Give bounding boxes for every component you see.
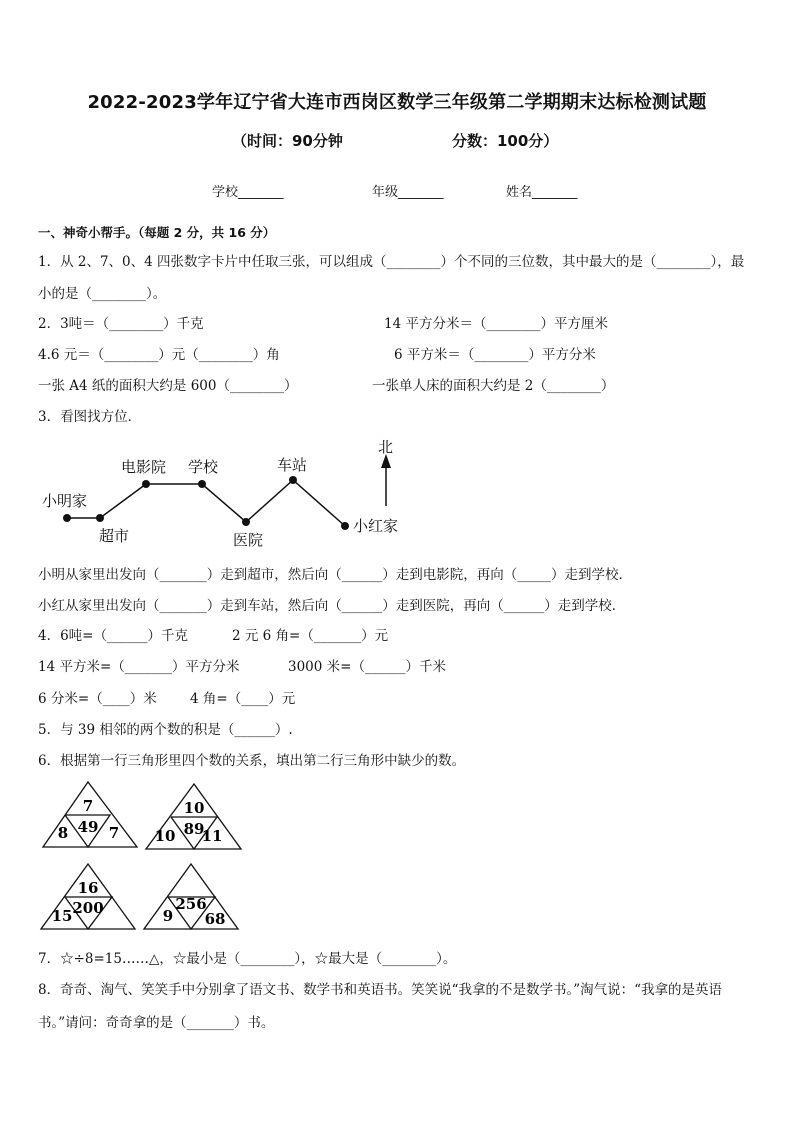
question-4-part-c: 14 平方米=（_______）平方分米 [38, 659, 240, 675]
question-4-part-d: 3000 米=（______）千米 [288, 659, 446, 675]
xiaohong-home-point [341, 522, 349, 530]
xiaoming-home-label: 小明家 [42, 492, 88, 510]
triangle-top-number: 256 [175, 895, 207, 913]
page-title: 2022-2023学年辽宁省大连市西岗区数学三年级第二学期期末达标检测试题 [87, 92, 707, 113]
cinema-label: 电影院 [121, 458, 167, 476]
hospital-label: 医院 [233, 531, 264, 549]
triangle-left-number: 10 [154, 827, 176, 845]
triangle-center-number: 89 [183, 820, 205, 838]
triangle-center-number: 200 [72, 899, 104, 917]
grade-field[interactable]: 年级_______ [372, 185, 444, 200]
school-point [198, 480, 206, 488]
number-triangle [146, 784, 241, 849]
school-field[interactable]: 学校_______ [212, 185, 284, 200]
question-4-part-b: 2 元 6 角=（_______）元 [232, 628, 389, 644]
question-2-part-a: 2．3吨＝（________）千克 [38, 316, 204, 332]
question-4-part-a: 4．6吨=（______）千克 [38, 628, 188, 644]
number-triangle [43, 782, 137, 847]
question-2-part-c: 4.6 元＝（________）元（________）角 [38, 347, 280, 363]
triangle-right-number: 68 [204, 910, 226, 928]
xiaoming-home-point [63, 514, 71, 522]
question-2-part-b: 14 平方分米＝（________）平方厘米 [384, 316, 608, 332]
question-3-heading: 3．看图找方位． [38, 409, 142, 425]
triangle-top-number: 16 [77, 879, 99, 897]
section-heading: 一、神奇小帮手。（每题 2 分，共 16 分） [38, 225, 276, 240]
cinema-point [142, 480, 150, 488]
question-8-line-2: 书。”请问：奇奇拿的是（_______）书。 [38, 1015, 275, 1031]
question-6: 6．根据第一行三角形里四个数的关系，填出第二行三角形中缺少的数。 [38, 753, 466, 769]
north-label: 北 [378, 438, 394, 456]
triangle-top-number: 10 [183, 799, 205, 817]
triangle-center-number: 49 [77, 818, 99, 836]
question-5: 5．与 39 相邻的两个数的积是（______）. [38, 722, 293, 738]
supermarket-point [96, 514, 104, 522]
school-label: 学校 [188, 458, 219, 476]
question-1-line-2: 小的是（________）。 [38, 286, 167, 302]
question-8-line-1: 8．奇奇、淘气、笑笑手中分别拿了语文书、数学书和英语书。笑笑说“我拿的不是数学书。”淘气说：“我拿的是英语 [38, 982, 723, 998]
triangle-top-number: 7 [82, 797, 94, 815]
map-route [67, 460, 386, 526]
station-label: 车站 [277, 456, 308, 474]
question-2-part-e: 一张 A4 纸的面积大约是 600（________） [38, 378, 298, 394]
triangle-left-number: 9 [162, 907, 174, 925]
hospital-point [242, 518, 250, 526]
question-3-line-2: 小红从家里出发向（_______）走到车站，然后向（______）走到医院，再向（______）走到学校． [38, 598, 626, 614]
xiaohong-home-label: 小红家 [353, 517, 399, 535]
triangle-left-number: 15 [51, 907, 73, 925]
question-4-part-e: 6 分米=（____）米 [38, 691, 157, 707]
triangle-right-number: 11 [201, 827, 223, 845]
direction-map [0, 430, 794, 560]
question-1-line-1: 1．从 2、7、0、4 四张数字卡片中任取三张，可以组成（________）个不同的三位数，其中最大的是（________），最 [38, 254, 745, 270]
number-triangle [41, 864, 135, 929]
question-3-line-1: 小明从家里出发向（_______）走到超市，然后向（______）走到电影院，再向（_____）走到学校． [38, 567, 632, 583]
question-2-part-f: 一张单人床的面积大约是 2（________） [372, 378, 615, 394]
triangle-left-number: 8 [57, 824, 69, 842]
exam-time: （时间：90分钟 [232, 132, 343, 150]
supermarket-label: 超市 [99, 527, 130, 545]
exam-score: 分数：100分） [452, 132, 559, 150]
question-2-part-d: 6 平方米＝（________）平方分米 [394, 347, 596, 363]
name-field[interactable]: 姓名_______ [506, 185, 578, 200]
north-arrow-icon [381, 454, 391, 468]
question-4-part-f: 4 角=（____）元 [190, 691, 296, 707]
number-triangle [144, 864, 238, 929]
question-7: 7．☆÷8=15……△，☆最小是（________），☆最大是（________）。 [38, 951, 457, 967]
triangle-right-number: 7 [108, 824, 120, 842]
station-point [289, 476, 297, 484]
number-triangles [0, 775, 300, 935]
